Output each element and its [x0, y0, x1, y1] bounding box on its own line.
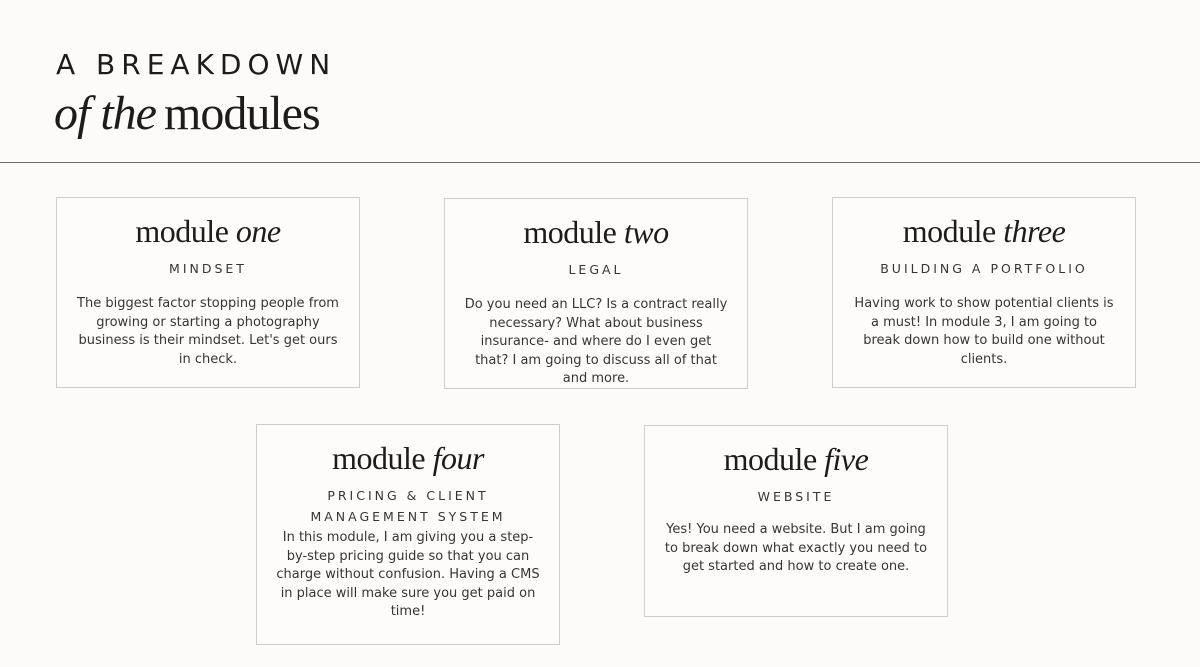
module-description: Yes! You need a website. But I am going to break down what exactly you need to get started and how to create one. [664, 522, 928, 574]
module-title [463, 213, 729, 251]
module-word: module [723, 441, 817, 477]
module-card-five [644, 425, 948, 617]
divider-line [0, 162, 1200, 163]
module-word: module [332, 440, 426, 476]
module-number: four [432, 440, 484, 476]
module-title [851, 212, 1117, 250]
module-title [663, 440, 929, 478]
module-number: three [1003, 213, 1066, 249]
module-description: Do you need an LLC? Is a contract really necessary? What about business insurance- and where do I even get that? I am going to discuss all of that and more. [464, 297, 728, 386]
module-card-four [256, 424, 560, 645]
module-subtitle: PRICING & CLIENT MANAGEMENT SYSTEM [310, 488, 506, 524]
title-italic-part: of the [54, 87, 156, 140]
module-description: In this module, I am giving you a step-by-step pricing guide so that you can charge without confusion. Having a CMS in place will make sure you get paid on time! [276, 530, 540, 619]
module-word: module [523, 214, 617, 250]
page-title [54, 86, 320, 141]
module-word: module [902, 213, 996, 249]
module-word: module [135, 213, 229, 249]
module-description: Having work to show potential clients is a must! In module 3, I am going to break down how to build one without clients. [854, 296, 1114, 367]
module-number: one [235, 213, 281, 249]
module-title [275, 439, 541, 477]
title-plain-part: modules [163, 87, 320, 140]
module-card-two [444, 198, 748, 389]
module-description: The biggest factor stopping people from growing or starting a photography business is their mindset. Let's get ours in check. [77, 296, 339, 367]
eyebrow-heading: A BREAKDOWN [56, 48, 337, 81]
module-number: two [623, 214, 669, 250]
module-title [75, 212, 341, 250]
module-subtitle: MINDSET [169, 261, 247, 276]
module-subtitle: BUILDING A PORTFOLIO [880, 261, 1088, 276]
module-card-one [56, 197, 360, 388]
module-subtitle: WEBSITE [757, 489, 835, 504]
module-card-three [832, 197, 1136, 388]
module-subtitle: LEGAL [568, 262, 624, 277]
module-number: five [824, 441, 869, 477]
